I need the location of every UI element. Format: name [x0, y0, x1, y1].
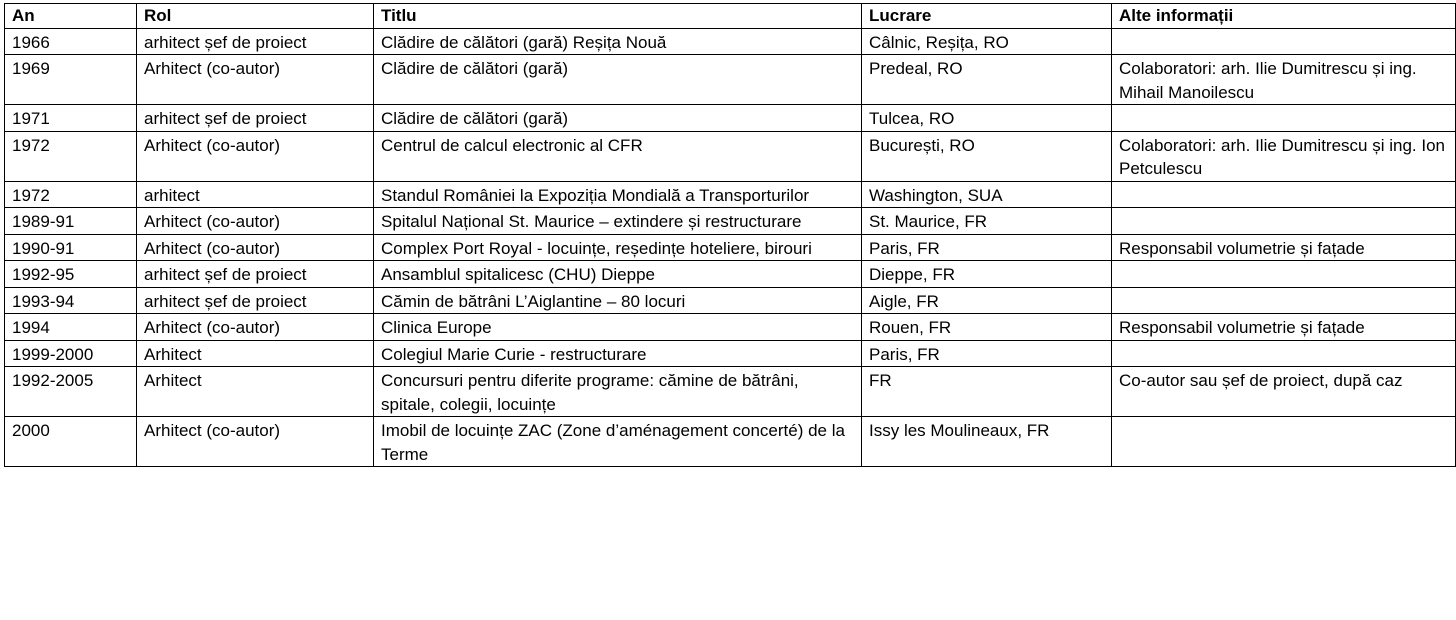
cell-role: Arhitect (co-autor)	[137, 417, 374, 467]
cell-other-info	[1112, 181, 1456, 208]
cell-year: 1969	[5, 55, 137, 105]
cell-title: Clădire de călători (gară)	[374, 105, 862, 132]
cell-other-info: Co-autor sau șef de proiect, după caz	[1112, 367, 1456, 417]
cell-role: arhitect șef de proiect	[137, 261, 374, 288]
cell-other-info	[1112, 261, 1456, 288]
cell-other-info	[1112, 340, 1456, 367]
cell-title: Clădire de călători (gară) Reșița Nouă	[374, 28, 862, 55]
cell-location: Dieppe, FR	[862, 261, 1112, 288]
cell-role: arhitect șef de proiect	[137, 287, 374, 314]
cell-role: arhitect șef de proiect	[137, 105, 374, 132]
cell-other-info	[1112, 28, 1456, 55]
table-row	[5, 55, 1456, 105]
cell-year: 1993-94	[5, 287, 137, 314]
cell-role: arhitect șef de proiect	[137, 28, 374, 55]
cell-title: Clinica Europe	[374, 314, 862, 341]
cell-title: Cămin de bătrâni L’Aiglantine – 80 locuri	[374, 287, 862, 314]
cell-year: 1972	[5, 131, 137, 181]
cell-role: Arhitect	[137, 367, 374, 417]
cell-location: Rouen, FR	[862, 314, 1112, 341]
table-row	[5, 287, 1456, 314]
cell-title: Standul României la Expoziția Mondială a Transporturilor	[374, 181, 862, 208]
cell-role: Arhitect	[137, 340, 374, 367]
cell-location: Predeal, RO	[862, 55, 1112, 105]
cell-role: arhitect	[137, 181, 374, 208]
cell-year: 1966	[5, 28, 137, 55]
cell-location: Washington, SUA	[862, 181, 1112, 208]
cell-title: Concursuri pentru diferite programe: cămine de bătrâni, spitale, colegii, locuințe	[374, 367, 862, 417]
cell-role: Arhitect (co-autor)	[137, 314, 374, 341]
header-row	[5, 4, 1456, 29]
cell-location: FR	[862, 367, 1112, 417]
cell-role: Arhitect (co-autor)	[137, 234, 374, 261]
header-other-info: Alte informații	[1112, 4, 1456, 29]
cell-year: 1989-91	[5, 208, 137, 235]
cell-title: Imobil de locuințe ZAC (Zone d’aménagement concerté) de la Terme	[374, 417, 862, 467]
cell-other-info	[1112, 105, 1456, 132]
header-location: Lucrare	[862, 4, 1112, 29]
cell-other-info	[1112, 287, 1456, 314]
cell-role: Arhitect (co-autor)	[137, 131, 374, 181]
cell-location: București, RO	[862, 131, 1112, 181]
table-row	[5, 340, 1456, 367]
table-row	[5, 417, 1456, 467]
cell-title: Clădire de călători (gară)	[374, 55, 862, 105]
cell-location: Issy les Moulineaux, FR	[862, 417, 1112, 467]
table-row	[5, 367, 1456, 417]
cell-role: Arhitect (co-autor)	[137, 208, 374, 235]
header-title: Titlu	[374, 4, 862, 29]
table-row	[5, 28, 1456, 55]
table-row	[5, 234, 1456, 261]
cell-year: 1990-91	[5, 234, 137, 261]
works-table	[4, 3, 1456, 467]
cell-title: Colegiul Marie Curie - restructurare	[374, 340, 862, 367]
table-row	[5, 208, 1456, 235]
cell-other-info: Colaboratori: arh. Ilie Dumitrescu și ing. Ion Petculescu	[1112, 131, 1456, 181]
cell-other-info: Responsabil volumetrie și fațade	[1112, 234, 1456, 261]
cell-year: 1972	[5, 181, 137, 208]
cell-location: Tulcea, RO	[862, 105, 1112, 132]
cell-other-info	[1112, 417, 1456, 467]
cell-title: Spitalul Național St. Maurice – extindere și restructurare	[374, 208, 862, 235]
table-row	[5, 131, 1456, 181]
cell-title: Ansamblul spitalicesc (CHU) Dieppe	[374, 261, 862, 288]
cell-location: Aigle, FR	[862, 287, 1112, 314]
cell-other-info: Colaboratori: arh. Ilie Dumitrescu și ing. Mihail Manoilescu	[1112, 55, 1456, 105]
cell-year: 1992-95	[5, 261, 137, 288]
cell-location: St. Maurice, FR	[862, 208, 1112, 235]
cell-year: 1999-2000	[5, 340, 137, 367]
header-year: An	[5, 4, 137, 29]
cell-year: 1971	[5, 105, 137, 132]
header-role: Rol	[137, 4, 374, 29]
table-row	[5, 314, 1456, 341]
cell-other-info	[1112, 208, 1456, 235]
cell-location: Câlnic, Reșița, RO	[862, 28, 1112, 55]
table-row	[5, 181, 1456, 208]
cell-year: 1994	[5, 314, 137, 341]
cell-role: Arhitect (co-autor)	[137, 55, 374, 105]
cell-other-info: Responsabil volumetrie și fațade	[1112, 314, 1456, 341]
cell-year: 2000	[5, 417, 137, 467]
cell-location: Paris, FR	[862, 234, 1112, 261]
cell-location: Paris, FR	[862, 340, 1112, 367]
cell-title: Centrul de calcul electronic al CFR	[374, 131, 862, 181]
cell-title: Complex Port Royal - locuințe, reședințe hoteliere, birouri	[374, 234, 862, 261]
cell-year: 1992-2005	[5, 367, 137, 417]
table-row	[5, 105, 1456, 132]
table-row	[5, 261, 1456, 288]
